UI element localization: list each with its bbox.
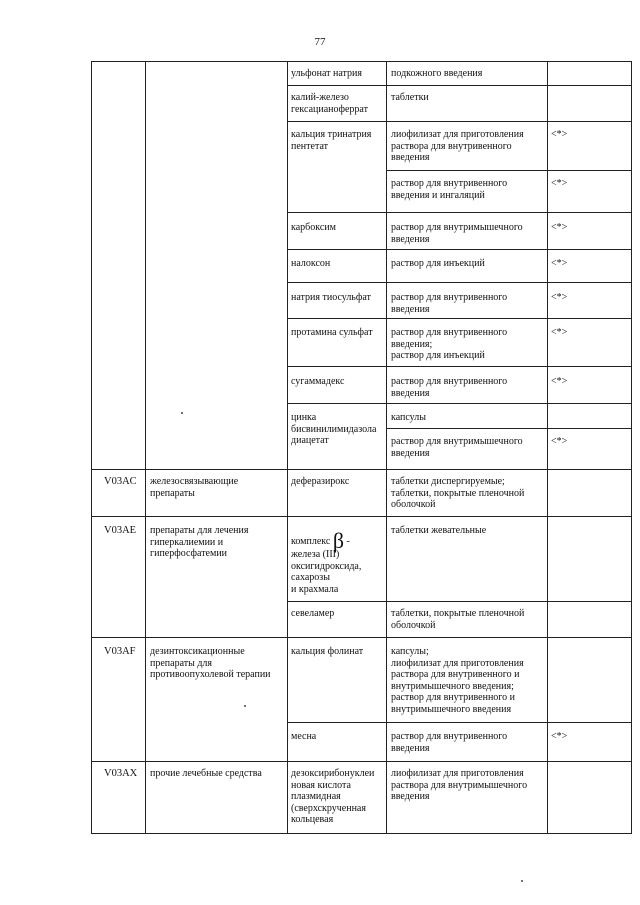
- substance-cell-continued: железа (III) оксигидроксида, сахарозы и крахмала: [291, 549, 362, 595]
- substance-cell: кальция тринатрия пентетат: [291, 129, 372, 152]
- dosage-form-cell: раствор для внутримышечного введения: [391, 436, 523, 459]
- substance-cell: протамина сульфат: [291, 327, 373, 338]
- dosage-form-cell: раствор для внутривенного введения: [391, 292, 508, 315]
- substance-cell: кальция фолинат: [291, 646, 364, 657]
- atc-code: V03AF: [104, 646, 136, 657]
- substance-cell: севеламер: [291, 608, 335, 619]
- substance-cell: ульфонат натрия: [291, 68, 362, 79]
- substance-cell: месна: [291, 731, 317, 742]
- dosage-form-cell: таблетки диспергируемые; таблетки, покрытые пленочной оболочкой: [391, 476, 525, 510]
- note-mark: <*>: [551, 731, 568, 742]
- dosage-form-cell: таблетки, покрытые пленочной оболочкой: [391, 608, 525, 631]
- dosage-form-cell: раствор для внутримышечного введения: [391, 222, 523, 245]
- dosage-form-cell: раствор для внутривенного введения: [391, 731, 508, 754]
- note-mark: <*>: [551, 258, 568, 269]
- scan-speck: [521, 880, 523, 882]
- dosage-form-cell: таблетки: [391, 92, 429, 103]
- dosage-form-cell: капсулы: [391, 412, 426, 423]
- beta-symbol: β: [332, 528, 345, 553]
- scan-speck: [181, 412, 183, 414]
- substance-cell: калий-железо гексацианоферрат: [291, 92, 368, 115]
- dosage-form-cell: подкожного введения: [391, 68, 483, 79]
- atc-group-name: дезинтоксикационные препараты для противоопухолевой терапии: [150, 646, 271, 680]
- substance-cell: дезоксирибонуклеи новая кислота плазмидная (сверхскрученная кольцевая: [291, 768, 375, 825]
- substance-cell: карбоксим: [291, 222, 336, 233]
- scan-speck: [244, 705, 246, 707]
- atc-group-name: препараты для лечения гиперкалиемии и гиперфосфатемии: [150, 525, 249, 559]
- substance-cell: комплекс β -: [291, 528, 350, 553]
- note-mark: <*>: [551, 222, 568, 233]
- atc-code: V03AX: [104, 768, 138, 779]
- dosage-form-cell: раствор для внутривенного введения; раствор для инъекций: [391, 327, 508, 361]
- dosage-form-cell: таблетки жевательные: [391, 525, 487, 536]
- dosage-form-cell: раствор для инъекций: [391, 258, 485, 269]
- page-number: 77: [314, 36, 326, 48]
- dosage-form-cell: лиофилизат для приготовления раствора для внутривенного введения: [391, 129, 524, 163]
- substance-cell: сугаммадекс: [291, 376, 345, 387]
- atc-code: V03AC: [104, 476, 137, 487]
- note-mark: <*>: [551, 178, 568, 189]
- note-mark: <*>: [551, 292, 568, 303]
- note-mark: <*>: [551, 129, 568, 140]
- substance-cell: натрия тиосульфат: [291, 292, 371, 303]
- dosage-form-cell: раствор для внутривенного введения: [391, 376, 508, 399]
- substance-cell: деферазирокс: [291, 476, 350, 487]
- note-mark: <*>: [551, 436, 568, 447]
- substance-cell: налоксон: [291, 258, 331, 269]
- atc-group-name: прочие лечебные средства: [150, 768, 262, 779]
- note-mark: <*>: [551, 376, 568, 387]
- dosage-form-cell: раствор для внутривенного введения и ингаляций: [391, 178, 508, 201]
- dosage-form-cell: капсулы; лиофилизат для приготовления раствора для внутривенного и внутримышечного введения; раствор для внутривенного и внутримышечного введения: [391, 646, 524, 715]
- note-mark: <*>: [551, 327, 568, 338]
- atc-code: V03AE: [104, 525, 137, 536]
- atc-group-name: железосвязывающие препараты: [150, 476, 239, 499]
- substance-cell: цинка бисвинилимидазола диацетат: [291, 412, 377, 446]
- dosage-form-cell: лиофилизат для приготовления раствора для внутримышечного введения: [391, 768, 528, 802]
